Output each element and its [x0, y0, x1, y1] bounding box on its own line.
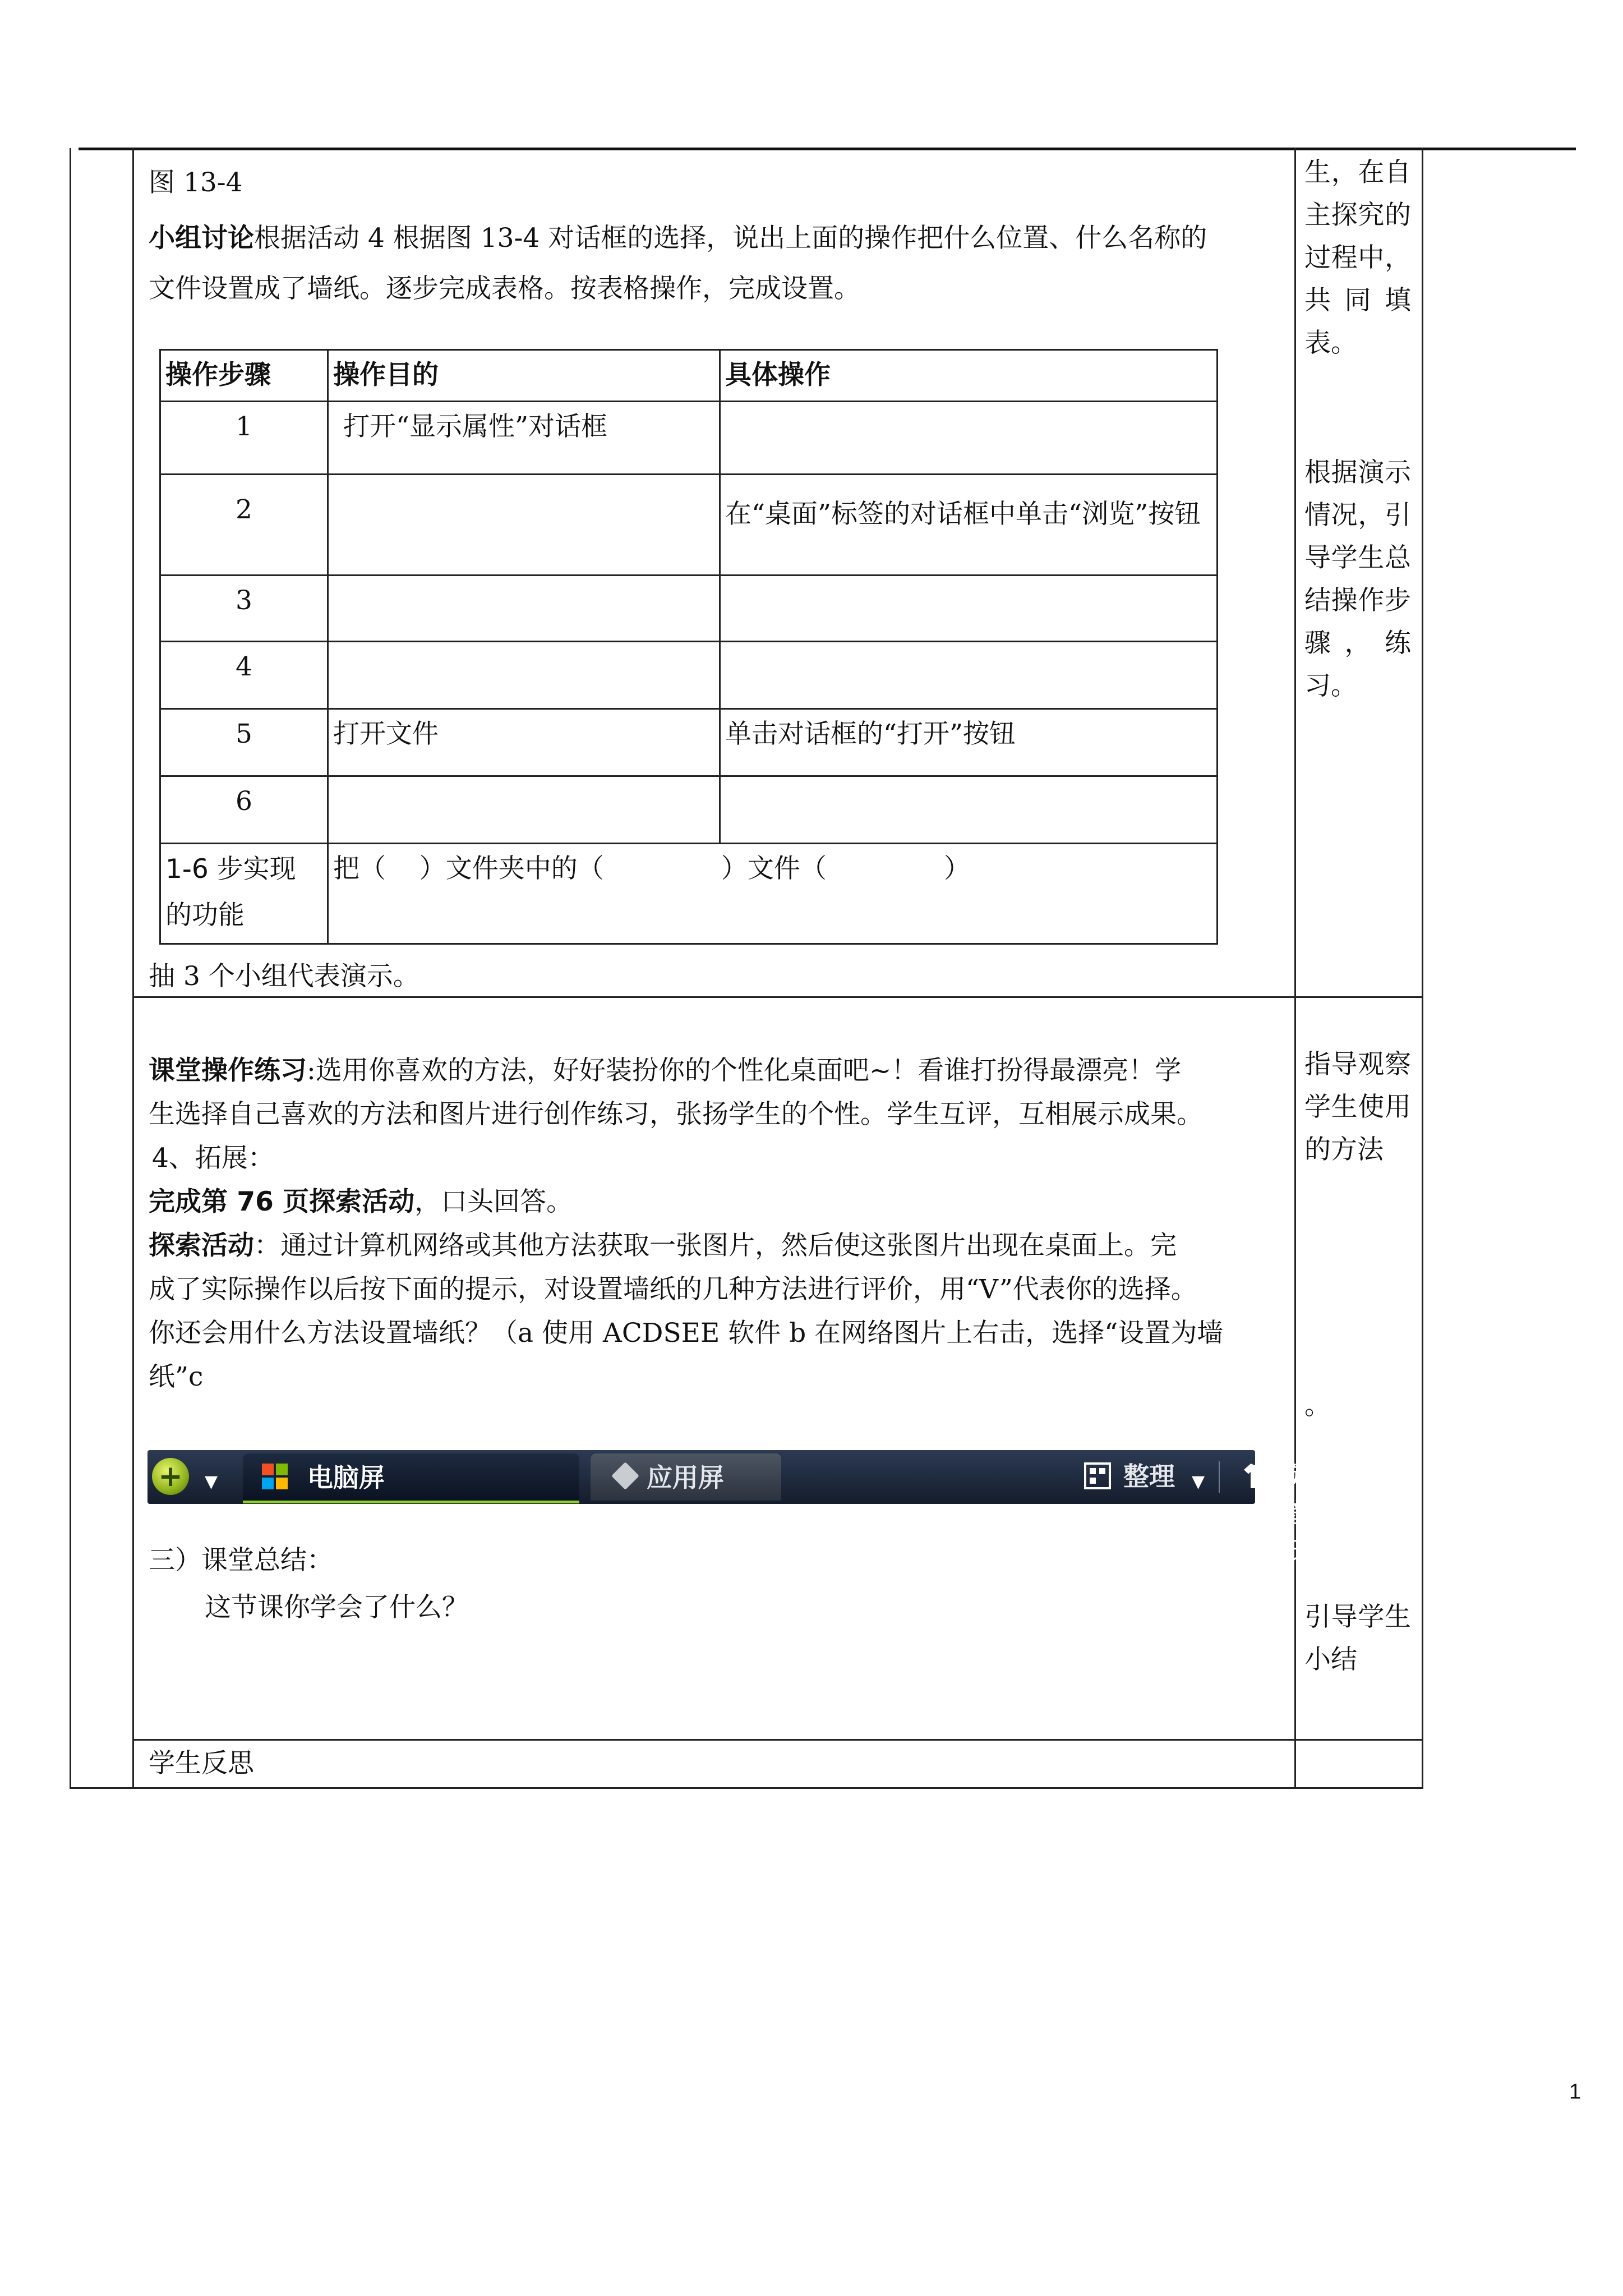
- table-row: [160, 474, 1218, 575]
- tab-computer-screen-label: 电脑屏: [307, 1462, 385, 1493]
- practice-block: [149, 1049, 1265, 1399]
- steps-table: [159, 349, 1218, 945]
- header-step: 操作步骤: [160, 350, 328, 402]
- tab-app-screen-label: 应用屏: [647, 1462, 724, 1493]
- discussion-line-2: 文件设置成了墙纸。逐步完成表格。按表格操作，完成设置。: [149, 273, 860, 304]
- explore-line-1: ：通过计算机网络或其他方法获取一张图片，然后使这张图片出现在桌面上。完: [254, 1230, 1177, 1261]
- bottom-border: [70, 1787, 1423, 1789]
- step-cell: 6: [160, 776, 328, 843]
- action-cell: [720, 641, 1218, 708]
- purpose-cell: 打开文件: [328, 708, 720, 776]
- action-cell: [720, 401, 1218, 474]
- separator: [1219, 1461, 1220, 1493]
- discussion-line-1: 根据活动 4 根据图 13-4 对话框的选择，说出上面的操作把什么位置、什么名称的: [254, 223, 1207, 254]
- purpose-cell: [328, 575, 720, 641]
- step-cell: 1: [160, 401, 328, 474]
- organize-button[interactable]: 整理: [1123, 1461, 1175, 1492]
- purpose-cell: [328, 474, 720, 575]
- side-note-5: 引导学生小结: [1304, 1602, 1411, 1675]
- summary-value-cell: 把（ ）文件夹中的（ ）文件（ ）: [328, 843, 1218, 944]
- cube-icon: [611, 1462, 639, 1490]
- figure-caption: [149, 163, 1265, 204]
- shirt-icon: [1244, 1464, 1272, 1488]
- summary-label-line-2: 的功能: [165, 899, 245, 931]
- add-icon[interactable]: +: [152, 1458, 189, 1495]
- table-row: [160, 401, 1218, 474]
- top-rule: [79, 148, 1576, 150]
- organize-icon[interactable]: [1084, 1462, 1111, 1489]
- figure-caption-text: 图 13-4: [149, 167, 243, 198]
- chevron-down-icon[interactable]: ▼: [205, 1472, 218, 1492]
- windows-logo-icon: [262, 1464, 289, 1490]
- step-cell: 3: [160, 575, 328, 641]
- reflection-cell: [149, 1743, 1265, 1784]
- side-note-3: 指导观察学生使用的方法: [1304, 1049, 1411, 1165]
- table-row: [160, 641, 1218, 708]
- task-line-rest: ，口头回答。: [414, 1186, 573, 1217]
- purpose-cell: [328, 641, 720, 708]
- chevron-down-icon[interactable]: ▼: [1192, 1472, 1205, 1492]
- action-cell: [720, 575, 1218, 641]
- discussion-label: 小组讨论: [149, 223, 254, 254]
- side-note-4: 。: [1304, 1390, 1331, 1421]
- tab-computer-screen[interactable]: [243, 1453, 579, 1503]
- left-border: [70, 148, 71, 1788]
- side-note-2: 根据演示情况，引导学生总结操作步骤，练习。: [1304, 457, 1411, 701]
- right-border: [1422, 148, 1423, 1788]
- summary-label-cell: [160, 843, 328, 944]
- summary-heading: 三）课堂总结：: [149, 1545, 333, 1576]
- discussion-block: [149, 213, 1265, 314]
- step-cell: 2: [160, 474, 328, 575]
- change-wallpaper-button[interactable]: 换壁纸: [1280, 1461, 1306, 1566]
- action-cell: 单击对话框的“打开”按钮: [720, 708, 1218, 776]
- side-note-1: 生，在自主探究的过程中，共同填表。: [1304, 157, 1411, 358]
- action-cell: 在“桌面”标签的对话框中单击“浏览”按钮: [720, 474, 1218, 575]
- explore-line-2: 成了实际操作以后按下面的提示，对设置墙纸的几种方法进行评价，用“V”代表你的选择。: [149, 1274, 1197, 1305]
- header-action: 具体操作: [720, 350, 1218, 402]
- summary-question: 这节课你学会了什么？: [205, 1592, 468, 1623]
- explore-line-3: 你还会用什么方法设置墙纸？（a 使用 ACDSEE 软件 b 在网络图片上右击，选择“设置为墙: [149, 1318, 1224, 1349]
- explore-label: 探索活动: [149, 1230, 254, 1261]
- table-row: [160, 575, 1218, 641]
- reflection-text: 学生反思: [149, 1748, 254, 1779]
- extension-heading: 4、拓展：: [152, 1143, 274, 1174]
- table-summary-row: [160, 843, 1218, 944]
- tab-app-screen[interactable]: [591, 1453, 781, 1501]
- demo-note: [149, 956, 1265, 997]
- table-header-row: [160, 350, 1218, 402]
- row-divider: [132, 1739, 1423, 1741]
- practice-line-2: 生选择自己喜欢的方法和图片进行创作练习，张扬学生的个性。学生互评，互相展示成果。: [149, 1099, 1203, 1130]
- summary-label-line-1: 1-6 步实现: [165, 853, 296, 885]
- practice-label: 课堂操作练习: [149, 1055, 307, 1086]
- demo-note-text: 抽 3 个小组代表演示。: [149, 961, 419, 992]
- summary-block: [149, 1537, 1265, 1631]
- page-number: 1: [1569, 2080, 1581, 2104]
- step-cell: 5: [160, 708, 328, 776]
- header-purpose: 操作目的: [328, 350, 720, 402]
- column-divider: [132, 148, 134, 1788]
- step-cell: 4: [160, 641, 328, 708]
- task-line-bold: 完成第 76 页探索活动: [149, 1186, 415, 1217]
- purpose-cell: [328, 776, 720, 843]
- action-cell: [720, 776, 1218, 843]
- explore-line-4: 纸”c: [149, 1361, 204, 1392]
- table-row: [160, 776, 1218, 843]
- purpose-cell: 打开“显示属性”对话框: [328, 401, 720, 474]
- practice-line-1: :选用你喜欢的方法，好好装扮你的个性化桌面吧~！看谁打扮得最漂亮！学: [307, 1055, 1182, 1086]
- table-row: [160, 708, 1218, 776]
